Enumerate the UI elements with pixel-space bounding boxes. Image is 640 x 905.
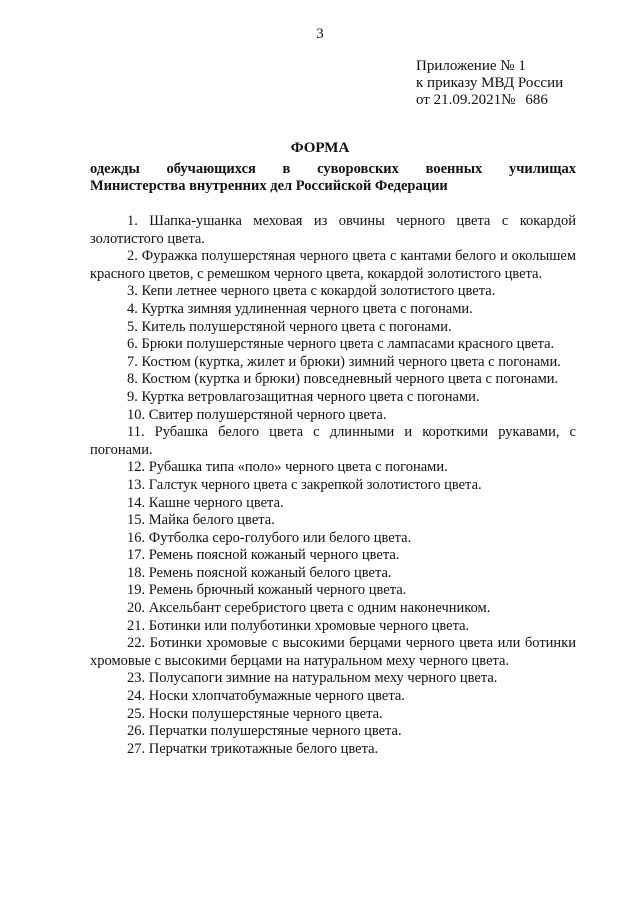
list-item: 20. Аксельбант серебристого цвета с одним наконечником.: [127, 600, 491, 617]
list-item: 16. Футболка серо-голубого или белого цвета.: [127, 529, 412, 546]
list-item: 2. Фуражка полушерстяная черного цвета с кантами белого и околышем красного цветов, с ремешком черного цвета, кокардой золотистого цвета.: [90, 248, 576, 282]
list-item: 22. Ботинки хромовые с высокими берцами черного цвета или ботинки хромовые с высокими берцами на натуральном меху черного цвета.: [90, 635, 576, 669]
page-number: 3: [316, 26, 324, 42]
list-item: 9. Куртка ветровлагозащитная черного цвета с погонами.: [127, 388, 480, 405]
list-item: 27. Перчатки трикотажные белого цвета.: [127, 740, 379, 757]
appendix-line-1: Приложение № 1: [416, 58, 526, 74]
list-item: 18. Ремень поясной кожаный белого цвета.: [127, 564, 392, 581]
list-item: 15. Майка белого цвета.: [127, 512, 275, 529]
list-item: 17. Ремень поясной кожаный черного цвета.: [127, 547, 400, 564]
document-title: ФОРМА: [290, 140, 350, 156]
appendix-line-2: к приказу МВД России: [416, 75, 564, 91]
list-item: 8. Костюм (куртка и брюки) повседневный черного цвета с погонами.: [127, 371, 559, 388]
uniform-items-list: [90, 213, 576, 758]
appendix-line-3: [416, 92, 563, 109]
list-item: 7. Костюм (куртка, жилет и брюки) зимний черного цвета с погонами.: [127, 353, 561, 370]
list-item: 4. Куртка зимняя удлиненная черного цвета с погонами.: [127, 300, 473, 317]
list-item: 11. Рубашка белого цвета с длинными и короткими рукавами, с погонами.: [90, 424, 576, 458]
list-item: 10. Свитер полушерстяной черного цвета.: [127, 406, 387, 423]
order-number: 686: [525, 92, 548, 108]
document-subtitle: [90, 161, 576, 195]
list-item: 25. Носки полушерстяные черного цвета.: [127, 705, 383, 722]
list-item: 1. Шапка-ушанка меховая из овчины черного цвета с кокардой золотистого цвета.: [90, 213, 576, 247]
list-item: 12. Рубашка типа «поло» черного цвета с погонами.: [127, 459, 448, 476]
list-item: 13. Галстук черного цвета с закрепкой золотистого цвета.: [127, 476, 482, 493]
list-item: 26. Перчатки полушерстяные черного цвета.: [127, 723, 402, 740]
list-item: 19. Ремень брючный кожаный черного цвета.: [127, 582, 407, 599]
list-item: 23. Полусапоги зимние на натуральном меху черного цвета.: [127, 670, 498, 687]
subtitle-line-2: Министерства внутренних дел Российской Федерации: [90, 178, 448, 194]
list-item: 21. Ботинки или полуботинки хромовые черного цвета.: [127, 617, 470, 634]
list-item: 5. Китель полушерстяной черного цвета с погонами.: [127, 318, 452, 335]
order-date: от 21.09.2021№: [416, 92, 516, 108]
list-item: 3. Кепи летнее черного цвета с кокардой золотистого цвета.: [127, 283, 496, 300]
list-item: 14. Кашне черного цвета.: [127, 494, 284, 511]
appendix-block: [416, 58, 563, 109]
list-item: 24. Носки хлопчатобумажные черного цвета.: [127, 688, 405, 705]
list-item: 6. Брюки полушерстяные черного цвета с лампасами красного цвета.: [127, 336, 555, 353]
subtitle-line-1: одежды обучающихся в суворовских военных училищах: [90, 161, 576, 177]
